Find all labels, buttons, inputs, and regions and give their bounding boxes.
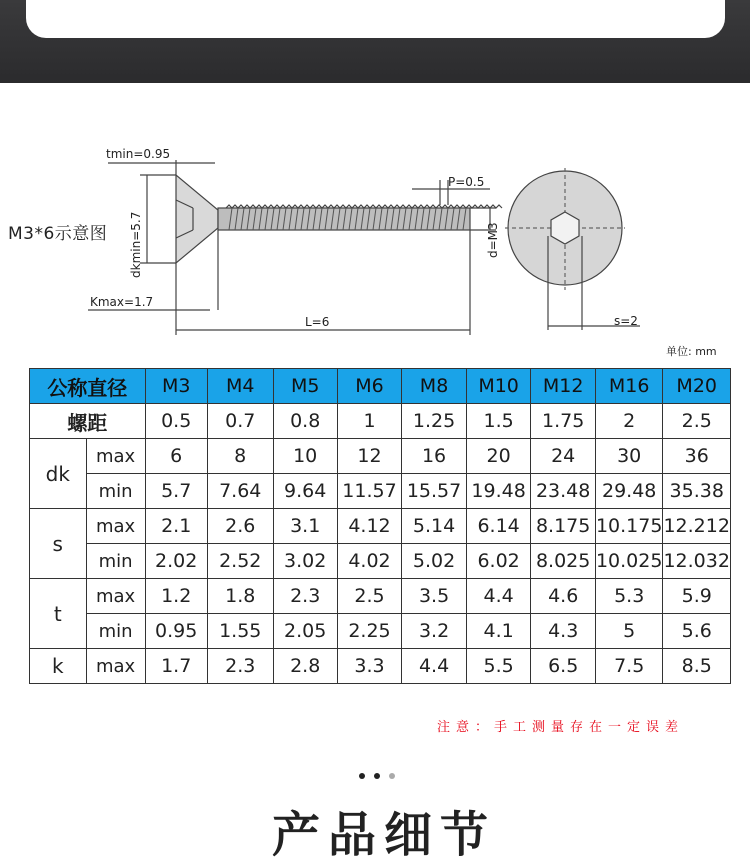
sub-label: max: [86, 439, 145, 474]
table-cell: 15.57: [402, 474, 467, 509]
table-cell: 4.1: [466, 614, 531, 649]
table-cell: 0.95: [145, 614, 207, 649]
table-cell: 7.64: [207, 474, 273, 509]
section-title: 产品细节: [272, 807, 497, 863]
table-cell: 4.02: [337, 544, 402, 579]
table-cell: 6.5: [531, 649, 596, 684]
table-row: [30, 649, 731, 684]
group-label: k: [30, 649, 87, 684]
table-cell: 36: [663, 439, 731, 474]
table-cell: 0.8: [273, 404, 337, 439]
size-header-cell: M16: [595, 369, 662, 404]
kmax-dimension: Kmax=1.7: [90, 295, 154, 309]
sub-label: max: [86, 509, 145, 544]
unit-note: 单位: mm: [666, 345, 717, 358]
sub-label: min: [86, 614, 145, 649]
size-header-cell: M5: [273, 369, 337, 404]
table-cell: 1.55: [207, 614, 273, 649]
table-cell: 2.02: [145, 544, 207, 579]
table-row: [30, 474, 731, 509]
table-cell: 4.4: [402, 649, 467, 684]
tmin-dimension: tmin=0.95: [106, 147, 171, 161]
table-cell: 6.02: [466, 544, 531, 579]
size-header-cell: M20: [663, 369, 731, 404]
table-cell: 3.5: [402, 579, 467, 614]
table-row: [30, 439, 731, 474]
table-cell: 1.5: [466, 404, 531, 439]
table-cell: 29.48: [595, 474, 662, 509]
table-cell: 5.5: [466, 649, 531, 684]
table-cell: 5.6: [663, 614, 731, 649]
table-row: [30, 579, 731, 614]
table-cell: 8.025: [531, 544, 596, 579]
table-cell: 1.75: [531, 404, 596, 439]
table-cell: 2.05: [273, 614, 337, 649]
size-header-cell: M6: [337, 369, 402, 404]
table-row: [30, 614, 731, 649]
length-dimension: L=6: [305, 315, 330, 329]
table-cell: 6: [145, 439, 207, 474]
dkmin-dimension: dkmin=5.7: [129, 211, 143, 278]
table-cell: 5.02: [402, 544, 467, 579]
group-label: t: [30, 579, 87, 649]
header-label: 公称直径: [30, 369, 146, 404]
table-cell: 30: [595, 439, 662, 474]
size-header-cell: M4: [207, 369, 273, 404]
table-cell: 2.6: [207, 509, 273, 544]
table-cell: 5.14: [402, 509, 467, 544]
table-cell: 1: [337, 404, 402, 439]
sub-label: min: [86, 474, 145, 509]
size-header-cell: M12: [531, 369, 596, 404]
table-cell: 2.1: [145, 509, 207, 544]
table-cell: 3.1: [273, 509, 337, 544]
table-cell: 0.5: [145, 404, 207, 439]
table-cell: 24: [531, 439, 596, 474]
table-cell: 2.25: [337, 614, 402, 649]
table-cell: 23.48: [531, 474, 596, 509]
table-cell: 3.02: [273, 544, 337, 579]
table-cell: 10: [273, 439, 337, 474]
table-cell: 2.52: [207, 544, 273, 579]
screw-diagram: [0, 130, 750, 340]
size-header-cell: M10: [466, 369, 531, 404]
table-cell: 1.7: [145, 649, 207, 684]
table-cell: 1.8: [207, 579, 273, 614]
group-label: dk: [30, 439, 87, 509]
table-cell: 5: [595, 614, 662, 649]
table-cell: 8.175: [531, 509, 596, 544]
table-cell: 12: [337, 439, 402, 474]
table-cell: 0.7: [207, 404, 273, 439]
table-cell: 5.3: [595, 579, 662, 614]
size-header-cell: M8: [402, 369, 467, 404]
table-row: [30, 509, 731, 544]
size-header-cell: M3: [145, 369, 207, 404]
table-cell: 1.25: [402, 404, 467, 439]
table-cell: 5.9: [663, 579, 731, 614]
table-cell: 12.032: [663, 544, 731, 579]
table-cell: 2.5: [337, 579, 402, 614]
table-cell: 4.4: [466, 579, 531, 614]
table-cell: 11.57: [337, 474, 402, 509]
top-card: [26, 0, 725, 38]
carousel-dots: [359, 773, 395, 779]
table-cell: 16: [402, 439, 467, 474]
table-cell: 7.5: [595, 649, 662, 684]
table-cell: 8: [207, 439, 273, 474]
sub-label: max: [86, 579, 145, 614]
table-cell: 2.8: [273, 649, 337, 684]
table-cell: 10.175: [595, 509, 662, 544]
table-cell: 2.3: [207, 649, 273, 684]
table-cell: 2: [595, 404, 662, 439]
table-cell: 1.2: [145, 579, 207, 614]
table-cell: 4.12: [337, 509, 402, 544]
table-cell: 10.025: [595, 544, 662, 579]
table-cell: 6.14: [466, 509, 531, 544]
carousel-dot[interactable]: [374, 773, 380, 779]
s-dimension: s=2: [614, 314, 638, 328]
table-cell: 2.5: [663, 404, 731, 439]
sub-label: max: [86, 649, 145, 684]
spec-table: [29, 368, 731, 684]
table-cell: 20: [466, 439, 531, 474]
table-cell: 4.6: [531, 579, 596, 614]
table-cell: 9.64: [273, 474, 337, 509]
table-cell: 35.38: [663, 474, 731, 509]
sub-label: min: [86, 544, 145, 579]
table-cell: 2.3: [273, 579, 337, 614]
table-header-row: [30, 369, 731, 404]
table-cell: 5.7: [145, 474, 207, 509]
row-label: 螺距: [30, 404, 146, 439]
diameter-dimension: d=M3: [486, 222, 500, 258]
table-cell: 8.5: [663, 649, 731, 684]
pitch-dimension: P=0.5: [448, 175, 485, 189]
group-label: s: [30, 509, 87, 579]
table-cell: 12.212: [663, 509, 731, 544]
table-cell: 4.3: [531, 614, 596, 649]
carousel-dot[interactable]: [389, 773, 395, 779]
table-row: [30, 544, 731, 579]
measurement-note: 注意：手工测量存在一定误差: [437, 720, 685, 735]
table-cell: 3.2: [402, 614, 467, 649]
carousel-dot[interactable]: [359, 773, 365, 779]
table-row: [30, 404, 731, 439]
diagram-label: M3*6示意图: [8, 224, 108, 244]
table-cell: 19.48: [466, 474, 531, 509]
table-cell: 3.3: [337, 649, 402, 684]
